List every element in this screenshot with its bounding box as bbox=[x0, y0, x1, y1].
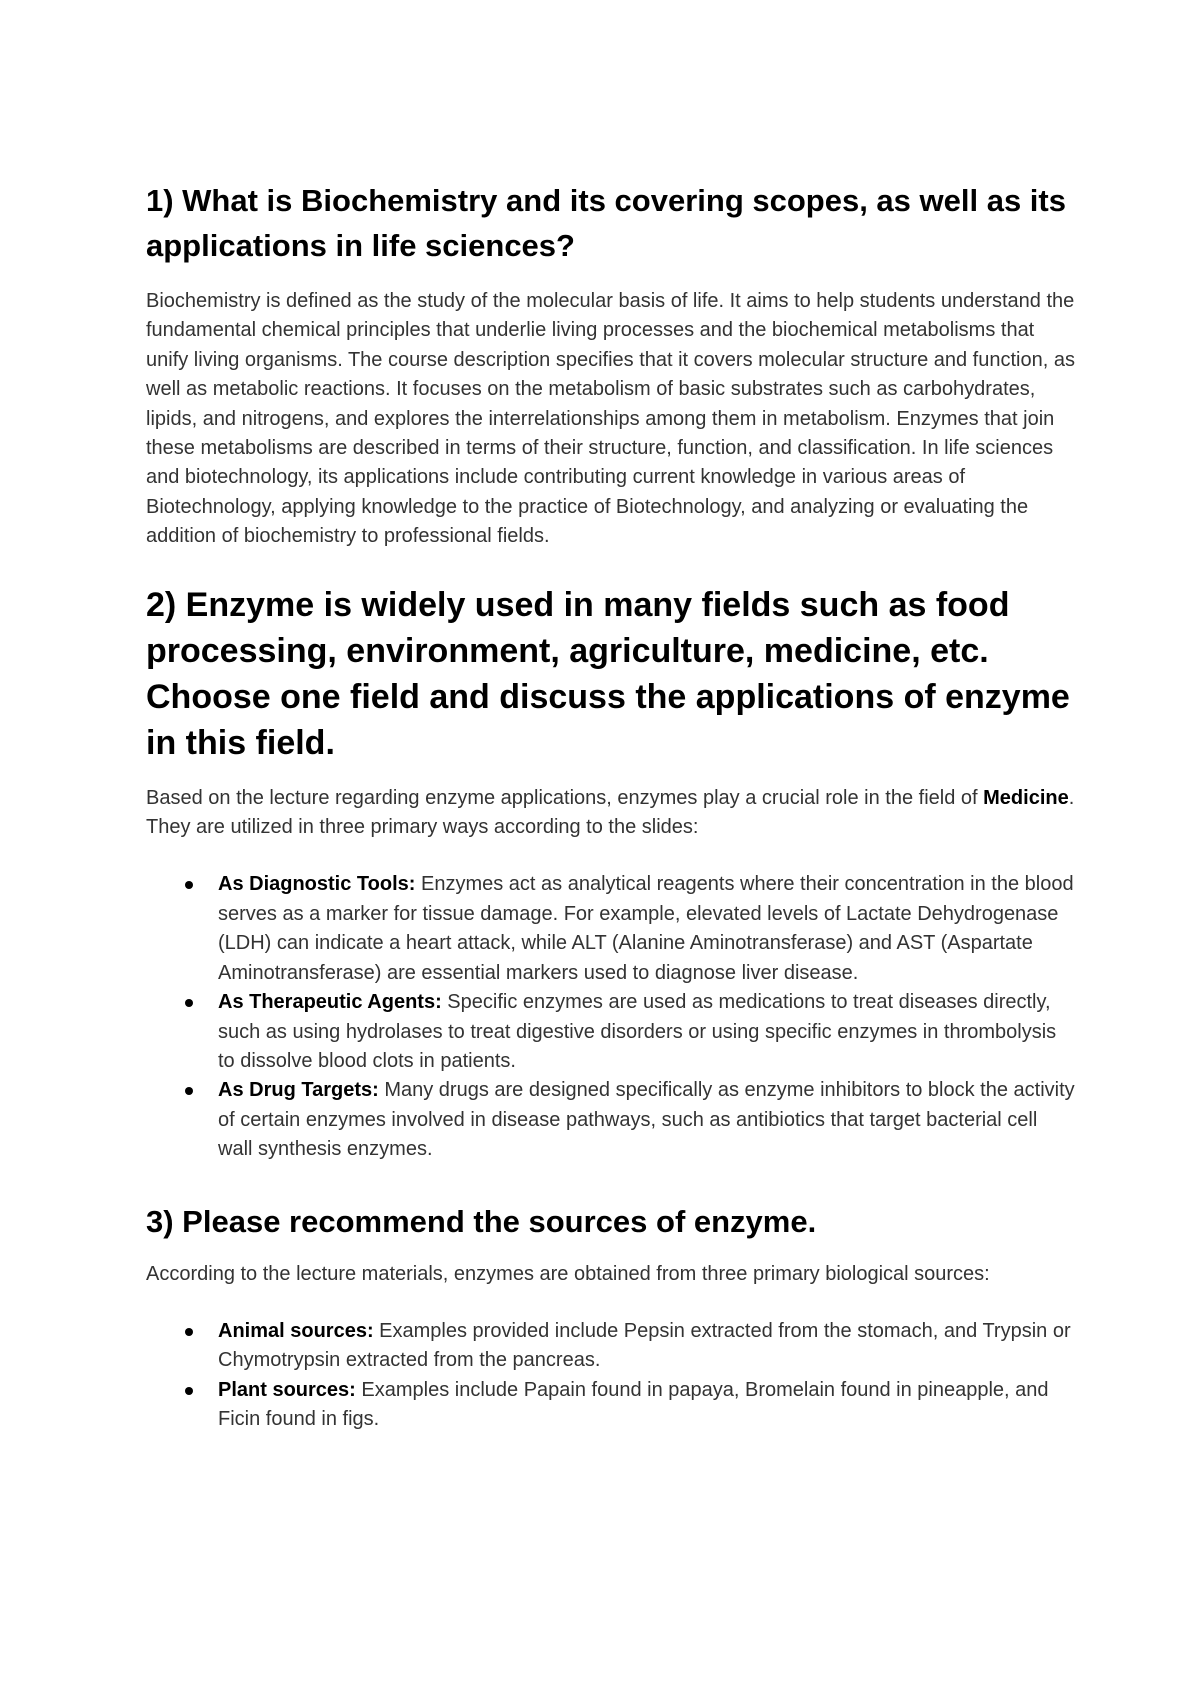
document-page bbox=[146, 178, 1076, 1435]
bullet-icon bbox=[185, 1328, 193, 1336]
list-item-label: As Diagnostic Tools: bbox=[218, 873, 416, 896]
field-name: Medicine bbox=[983, 786, 1069, 809]
section-2-intro-end: . They are utilized in three primary ways according to the slides: bbox=[146, 786, 1075, 839]
list-item bbox=[218, 1076, 1076, 1164]
enzyme-sources-list bbox=[146, 1317, 1076, 1435]
list-item-label: Animal sources: bbox=[218, 1319, 374, 1342]
section-3-heading: 3) Please recommend the sources of enzyme. bbox=[146, 1203, 817, 1239]
list-item bbox=[218, 1317, 1076, 1376]
list-item-label: As Drug Targets: bbox=[218, 1079, 379, 1102]
bullet-icon bbox=[185, 881, 193, 889]
list-item bbox=[218, 988, 1076, 1076]
medicine-applications-list bbox=[146, 870, 1076, 1164]
bullet-icon bbox=[185, 1087, 193, 1095]
bullet-icon bbox=[185, 999, 193, 1007]
list-item-text: Many drugs are designed specifically as enzyme inhibitors to block the activity of certain enzymes involved in disease pathways, such as antibiotics that target bacterial cell wall synthesis enzymes. bbox=[218, 1079, 1075, 1161]
list-item-label: Plant sources: bbox=[218, 1378, 356, 1401]
list-item-label: As Therapeutic Agents: bbox=[218, 991, 442, 1014]
list-item-text: Examples provided include Pepsin extracted from the stomach, and Trypsin or Chymotrypsin extracted from the pancreas. bbox=[218, 1319, 1071, 1372]
list-item-text: Specific enzymes are used as medications to treat diseases directly, such as using hydrolases to treat digestive disorders or using specific enzymes in thrombolysis to dissolve blood clots in patients. bbox=[218, 991, 1057, 1072]
list-item-text: Examples include Papain found in papaya, Bromelain found in pineapple, and Ficin found in figs. bbox=[218, 1378, 1049, 1431]
section-2-intro bbox=[146, 784, 1076, 843]
section-1-heading: 1) What is Biochemistry and its covering scopes, as well as its applications in life sciences? bbox=[146, 183, 1066, 263]
section-2-heading: 2) Enzyme is widely used in many fields such as food processing, environment, agriculture, medicine, etc. Choose one field and discuss the applications of enzyme in this field. bbox=[146, 585, 1070, 762]
list-item-text: Enzymes act as analytical reagents where their concentration in the blood serves as a marker for tissue damage. For example, elevated levels of Lactate Dehydrogenase (LDH) can indicate a heart attack, while ALT (Alanine Aminotransferase) and AST (Aspartate Aminotransferase) are essential markers used to diagnose liver disease. bbox=[218, 873, 1074, 984]
section-2-intro-start: Based on the lecture regarding enzyme applications, enzymes play a crucial role in the field of bbox=[146, 786, 984, 809]
list-item bbox=[218, 1376, 1076, 1435]
section-3-intro: According to the lecture materials, enzymes are obtained from three primary biological sources: bbox=[146, 1262, 990, 1285]
section-1-body: Biochemistry is defined as the study of the molecular basis of life. It aims to help students understand the fundamental chemical principles that underlie living processes and the biochemical metabolisms that unify living organisms. The course description specifies that it covers molecular structure and function, as well as metabolic reactions. It focuses on the metabolism of basic substrates such as carbohydrates, lipids, and nitrogens, and explores the interrelationships among them in metabolism. Enzymes that join these metabolisms are described in terms of their structure, function, and classification. In life sciences and biotechnology, its applications include contributing current knowledge in various areas of Biotechnology, applying knowledge to the practice of Biotechnology, and analyzing or evaluating the addition of biochemistry to professional fields. bbox=[146, 290, 1075, 548]
list-item bbox=[218, 870, 1076, 988]
bullet-icon bbox=[185, 1387, 193, 1395]
